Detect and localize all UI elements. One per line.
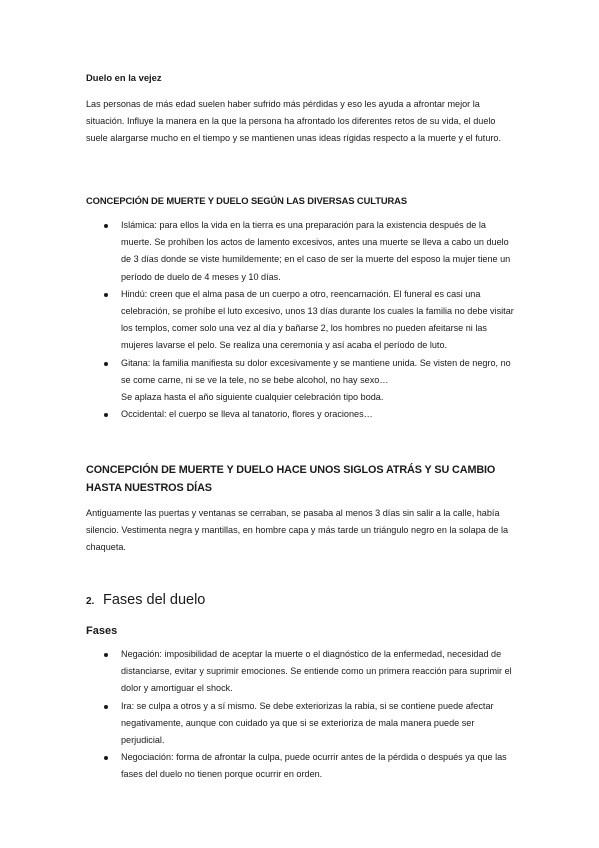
bullet-icon (104, 224, 108, 228)
list-item-gitana (104, 355, 518, 407)
heading-duelo-vejez: Duelo en la vejez (86, 72, 162, 83)
bullet-icon (104, 293, 108, 297)
heading-culturas: CONCEPCIÓN DE MUERTE Y DUELO SEGÚN LAS DIVERSAS CULTURAS (86, 195, 407, 206)
list-item-text: Negación: imposibilidad de aceptar la muerte o el diagnóstico de la enfermedad, necesidad de distanciarse, evitar y suprimir emociones. Se entiende como un primera reacción para suprimir el dolor y amortiguar el shock. (121, 649, 512, 694)
list-item-ira (104, 698, 518, 750)
list-item-occidental (104, 406, 518, 423)
list-item-text: Occidental: el cuerpo se lleva al tanatorio, flores y oraciones… (121, 409, 373, 420)
list-item-text: Ira: se culpa a otros y a sí mismo. Se debe exteriorizas la rabia, si se contiene puede afectar negativamente, aunque con cuidado ya que si se exterioriza de mala manera puede ser perjudicial. (121, 700, 494, 746)
list-item-text: Hindú: creen que el alma pasa de un cuerpo a otro, reencarnación. El funeral es casi una celebración, se prohíbe el luto excesivo, unos 13 días durante los cuales la familia no debe visitar los templos, comer solo una vez al día y bañarse 2, los hombres no pueden afeitarse ni las mujeres lavarse el pelo. Se realiza una ceremonia y así acaba el período de luto. (121, 288, 514, 351)
bullet-icon (104, 362, 108, 366)
list-item-text: Negociación: forma de afrontar la culpa, puede ocurrir antes de la pérdida o después ya que las fases del duelo no tienen porque ocurrir en orden. (121, 752, 507, 780)
list-fases (104, 646, 518, 784)
list-item-text: Gitana: la familia manifiesta su dolor excesivamente y se mantiene unida. Se visten de negro, no se come carne, ni se ve la tele, no se bebe alcohol, no hay sexo… (121, 357, 511, 385)
list-item-hindu (104, 286, 518, 355)
paragraph-duelo-vejez: Las personas de más edad suelen haber sufrido más pérdidas y eso les ayuda a afrontar mejor la situación. Influye la manera en la que la persona ha afrontado los diferentes retos de su vida, el duelo suele alargarse mucho en el tiempo y se mantienen unas ideas rígidas respecto a la muerte y el futuro. (86, 99, 502, 144)
bullet-icon (104, 413, 108, 417)
list-culturas (104, 217, 518, 423)
list-item-subtext: Se aplaza hasta el año siguiente cualquier celebración tipo boda. (121, 392, 384, 403)
section-number: 2. (86, 596, 95, 607)
bullet-icon (104, 756, 108, 760)
section-heading-fases-del-duelo (86, 591, 518, 611)
paragraph-siglos: Antiguamente las puertas y ventanas se cerraban, se pasaba al menos 3 días sin salir a la calle, había silencio. Vestimenta negra y mantillas, en hombre capa y más tarde un triángulo negro en la solapa de la chaqueta. (86, 508, 509, 553)
list-item-text: Islámica: para ellos la vida en la tierra es una preparación para la existencia después de la muerte. Se prohíben los actos de lamento excesivos, antes una muerte se lleva a cabo un duelo de 3 días donde se viste humildemente; en el caso de ser la muerte del esposo la mujer tiene un período de duelo de 4 meses y 10 días. (121, 220, 511, 282)
section-title: Fases del duelo (103, 592, 206, 608)
list-item-negacion (104, 646, 518, 698)
list-item-islamica (104, 217, 518, 286)
bullet-icon (104, 653, 108, 657)
heading-fases: Fases (86, 625, 118, 637)
bullet-icon (104, 705, 108, 709)
list-item-negociacion (104, 749, 518, 783)
heading-siglos: CONCEPCIÓN DE MUERTE Y DUELO HACE UNOS SIGLOS ATRÁS Y SU CAMBIO HASTA NUESTROS DÍAS (86, 464, 496, 494)
